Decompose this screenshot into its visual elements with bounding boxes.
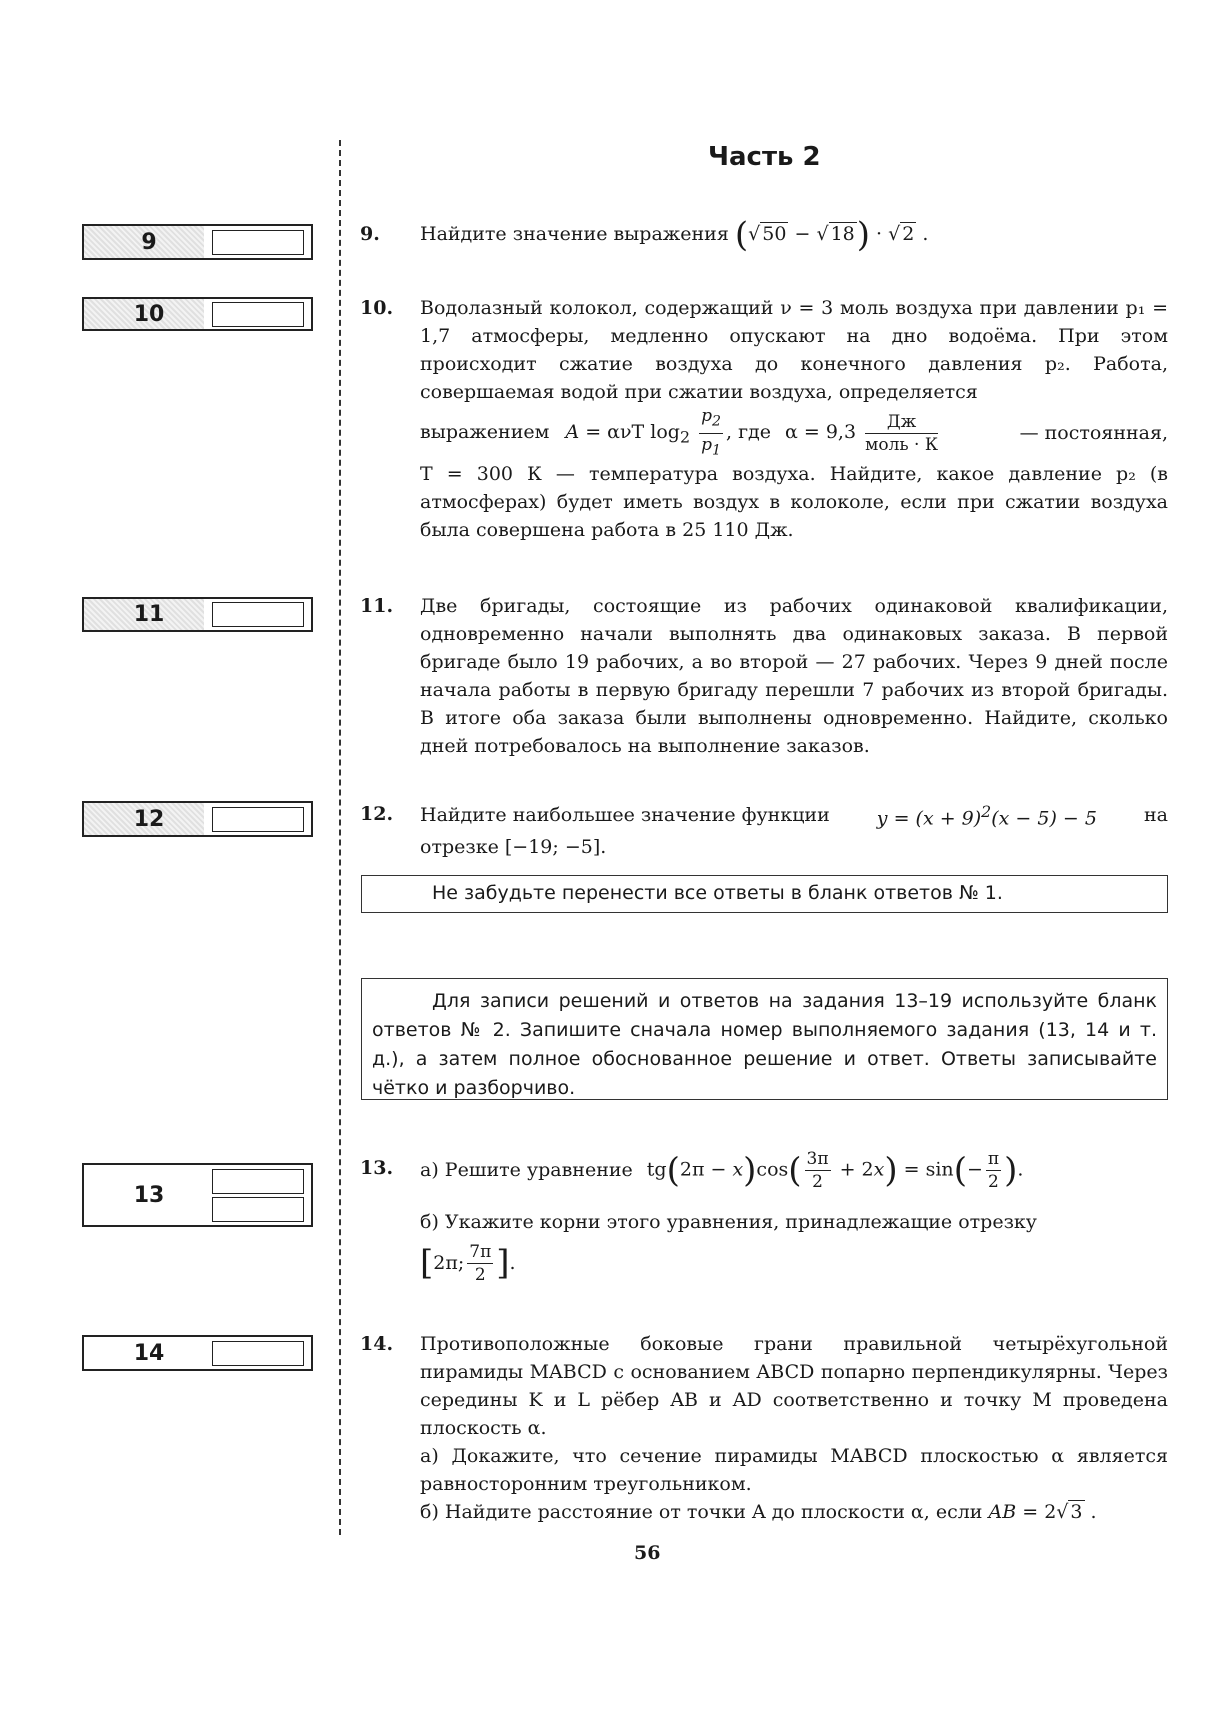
task-10-const-tail: — постоянная, — [1019, 422, 1168, 444]
task-9-lead: Найдите значение выражения — [420, 223, 729, 245]
task-14-part-a: а) Докажите, что сечение пирамиды MABCD плоскостью α является равносторонним треугольником. — [420, 1445, 1168, 1495]
answer-input-11[interactable] — [212, 602, 304, 627]
answer-input-13a[interactable] — [212, 1169, 304, 1194]
answer-box-12 — [82, 801, 313, 837]
margin-divider — [339, 140, 341, 1535]
task-14-text — [420, 1330, 1168, 1526]
task-10-where: , где — [725, 421, 771, 443]
task-12-tail: на — [1144, 804, 1168, 826]
task-12-lead: Найдите наибольшее значение функции — [420, 804, 830, 826]
task-10-text — [420, 294, 1168, 544]
task-10-unit: $\frac{Дж}{\text{моль · К}}$ — [865, 411, 938, 455]
task-10-alpha: α = 9,3 — [785, 421, 857, 443]
notice-transfer-answers: Не забудьте перенести все ответы в бланк ответов № 1. — [361, 875, 1168, 913]
task-10-formula-line: выражением A = ανT $\log_2$ $\frac{p_2}{p_1}$ , где α = 9,3 $\frac{Дж}{\text{моль · К}}$ — постоянная, — [420, 406, 1168, 460]
task-10-pressure-ratio: $\frac{p_2}{p_1}$ — [701, 406, 721, 458]
task-11-text: Две бригады, состоящие из рабочих одинаковой квалификации, одновременно начали выполнять два одинаковых заказа. В первой бригаде было 19 рабочих, а во второй — 27 рабочих. Через 9 дней после начала работы в первую бригаду перешли 7 рабочих из второй бригады. В итоге оба заказа были выполнены одновременно. Найдите, сколько дней потребовалось на выполнение заказов. — [420, 595, 1168, 757]
task-13-part-a — [420, 1140, 1168, 1200]
answer-input-10[interactable] — [212, 302, 304, 327]
task-13-a-lead: а) Решите уравнение — [420, 1159, 633, 1181]
task-11-number: 11. — [360, 595, 394, 617]
task-13-equation: tg(2π − x)cos( $\frac{3\pi}{2}$ + 2x) = sin(− $\frac{\pi}{2}$ ). — [646, 1148, 1024, 1192]
task-10-work-formula: A — [565, 421, 580, 443]
answer-box-9 — [82, 224, 313, 260]
task-12-number: 12. — [360, 803, 394, 825]
notice-solutions-form: Для записи решений и ответов на задания 13–19 используйте бланк ответов № 2. Запишите сначала номер выполняемого задания (13, 14 и т. д.), а затем полное обоснованное решение и ответ. Ответы записывайте чётко и разборчиво. — [361, 978, 1168, 1100]
answer-input-9[interactable] — [212, 230, 304, 255]
task-10-paragraph-1: Водолазный колокол, содержащий ν = 3 моль воздуха при давлении p₁ = 1,7 атмосферы, медленно опускают на дно водоёма. При этом происходит сжатие воздуха до конечного давления p₂. Работа, совершаемая водой при сжатии воздуха, определяется — [420, 297, 1168, 403]
answer-box-14 — [82, 1335, 313, 1371]
task-13-text — [420, 1140, 1168, 1290]
answer-box-13 — [82, 1163, 313, 1227]
task-14-number: 14. — [360, 1333, 394, 1355]
task-10-number: 10. — [360, 297, 394, 319]
task-13-interval: [ 2π; $\frac{7\pi}{2}$ ] . — [420, 1241, 516, 1285]
answer-box-number: 12 — [133, 807, 165, 832]
answer-box-number: 13 — [133, 1183, 165, 1208]
task-14-paragraph-1: Противоположные боковые грани правильной четырёхугольной пирамиды MABCD с основанием ABCD попарно перпендикулярны. Через середины K и L рёбер AB и AD соответственно и точку M проведена плоскость α. — [420, 1333, 1168, 1439]
answer-box-number: 14 — [133, 1341, 165, 1366]
task-9-number: 9. — [360, 223, 380, 245]
task-10-formula-lead: выражением — [420, 421, 550, 443]
task-12-interval: отрезке [−19; −5]. — [420, 836, 607, 858]
answer-box-number: 10 — [133, 302, 165, 327]
answer-box-11 — [82, 597, 313, 632]
task-13-number: 13. — [360, 1157, 394, 1179]
task-12-function: $y = (x + 9)^2(x - 5) - 5$ — [876, 801, 1097, 830]
task-12-text — [420, 797, 1168, 861]
answer-box-number: 11 — [133, 602, 165, 627]
page-number: 56 — [634, 1542, 661, 1564]
task-13-b-lead: б) Укажите корни этого уравнения, принадлежащие отрезку — [420, 1211, 1037, 1233]
answer-box-10 — [82, 297, 313, 331]
part-heading: Часть 2 — [708, 142, 821, 172]
task-14-part-b: б) Найдите расстояние от точки A до плоскости α, если AB = 2√ 3 . — [420, 1501, 1097, 1523]
answer-box-number: 9 — [141, 230, 157, 255]
task-9-formula: (√ 50 − √ 18) · √ 2 . — [734, 215, 929, 255]
task-10-paragraph-2: T = 300 К — температура воздуха. Найдите, какое давление p₂ (в атмосферах) будет иметь воздух в колоколе, если при сжатии воздуха была совершена работа в 25 110 Дж. — [420, 463, 1168, 541]
answer-input-14[interactable] — [212, 1341, 304, 1366]
task-9-text — [420, 215, 1168, 255]
task-14-condition: AB — [988, 1501, 1017, 1523]
task-14-b-lead: б) Найдите расстояние от точки A до плоскости α, если — [420, 1501, 983, 1523]
answer-input-13b[interactable] — [212, 1197, 304, 1222]
answer-input-12[interactable] — [212, 807, 304, 832]
